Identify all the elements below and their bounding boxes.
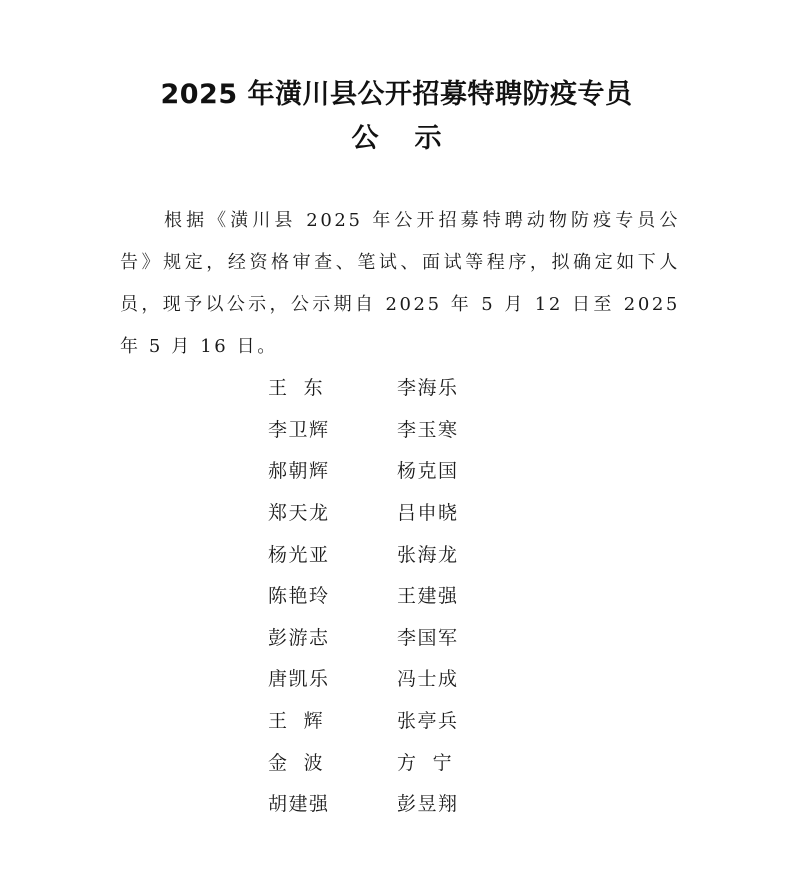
name-row [268,616,528,658]
name-entry: 郝朝辉 [268,460,330,483]
name-entry: 胡建强 [268,793,330,816]
name-row [268,408,528,450]
name-row [268,699,528,741]
name-row [268,740,528,782]
name-entry: 王建强 [397,585,459,608]
name-row [268,449,528,491]
name-entry: 金 波 [268,751,325,774]
document-subtitle: 公示 [351,123,478,154]
name-entry: 冯士成 [397,668,459,691]
name-entry: 李国军 [397,626,459,649]
name-entry: 李玉寒 [397,418,459,441]
name-entry: 彭游志 [268,626,330,649]
name-entry: 彭昱翔 [397,793,459,816]
name-entry: 李海乐 [397,377,459,400]
name-entry: 张亭兵 [397,710,459,733]
name-entry: 杨克国 [397,460,459,483]
name-row [268,366,528,408]
name-row [268,574,528,616]
name-entry: 李卫辉 [268,418,330,441]
announcement-paragraph: 根据《潢川县 2025 年公开招募特聘动物防疫专员公告》规定，经资格审查、笔试、面试等程序，拟确定如下人员，现予以公示，公示期自 2025 年 5 月 12 日至 2025 年 5 月 16 日。 [120,210,680,357]
document-title: 2025 年潢川县公开招募特聘防疫专员 [160,79,633,110]
name-entry: 方 宁 [397,751,454,774]
name-entry: 王 辉 [268,710,325,733]
name-entry: 陈艳玲 [268,585,330,608]
name-entry: 郑天龙 [268,502,330,525]
name-row [268,782,528,824]
name-entry: 王 东 [268,377,325,400]
name-list [268,366,528,824]
name-entry: 杨光亚 [268,543,330,566]
name-entry: 吕申晓 [397,502,459,525]
name-row [268,657,528,699]
name-entry: 唐凯乐 [268,668,330,691]
name-row [268,532,528,574]
name-entry: 张海龙 [397,543,459,566]
name-row [268,491,528,533]
